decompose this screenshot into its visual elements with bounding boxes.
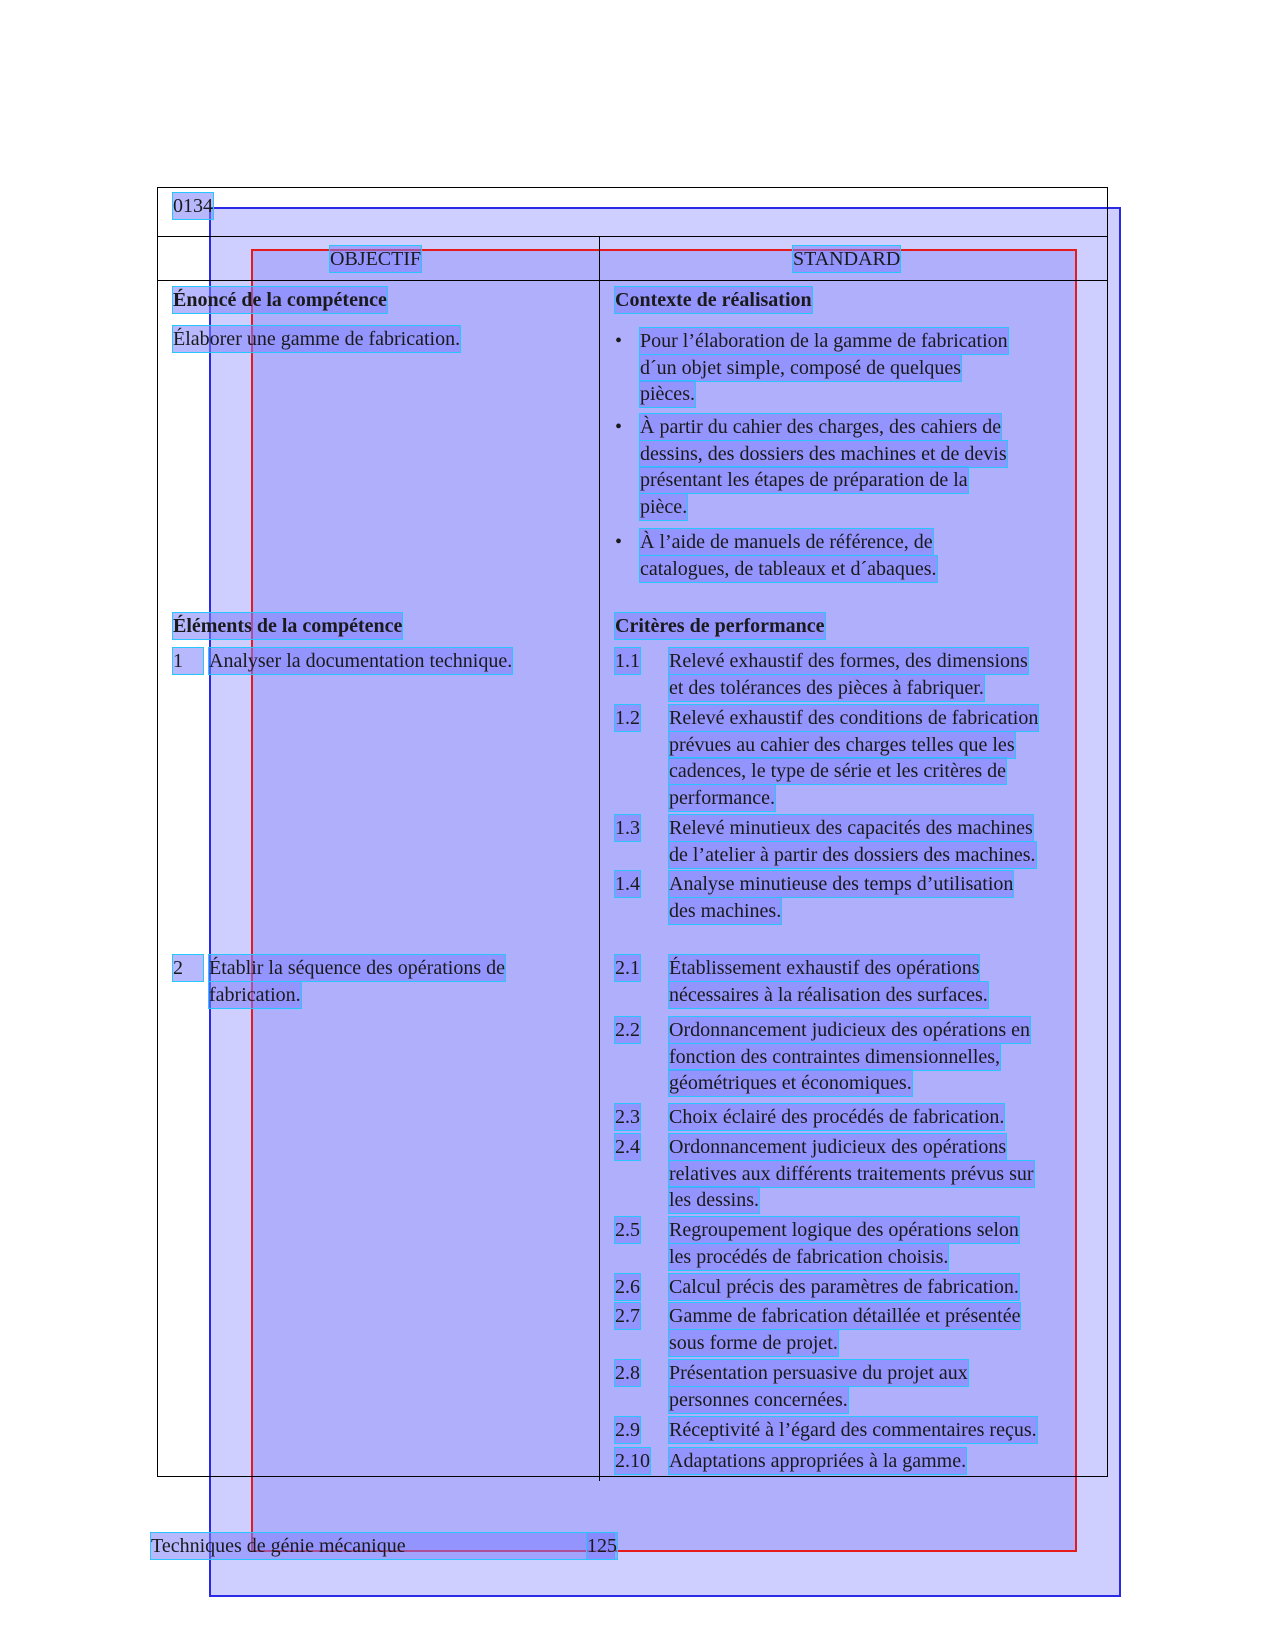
- contexte-item-line: d´un objet simple, composé de quelques: [640, 356, 962, 379]
- critere-text-line: Réceptivité à l’égard des commentaires reçus.: [669, 1419, 1037, 1441]
- element-number: 1: [173, 648, 203, 674]
- critere-number: 2.3: [615, 1106, 640, 1128]
- critere-text-line: les dessins.: [669, 1189, 759, 1211]
- critere-text-line: Relevé exhaustif des formes, des dimensions: [669, 650, 1028, 672]
- contexte-item-line: dessins, des dossiers des machines et de devis: [640, 442, 1007, 465]
- column-divider: [599, 236, 600, 1481]
- critere-number: 1.3: [615, 817, 640, 839]
- critere-text-line: relatives aux différents traitements prévus sur: [669, 1162, 1034, 1185]
- header-standard: STANDARD: [793, 248, 901, 270]
- critere-text-line: performance.: [669, 786, 776, 809]
- contexte-heading: Contexte de réalisation: [615, 289, 812, 311]
- critere-text-line: et des tolérances des pièces à fabriquer.: [669, 676, 984, 699]
- critere-number: 2.7: [615, 1305, 640, 1327]
- critere-text-line: les procédés de fabrication choisis.: [669, 1245, 949, 1268]
- competence-heading: Énoncé de la compétence: [173, 289, 387, 311]
- critere-text-line: Regroupement logique des opérations selon: [669, 1219, 1019, 1241]
- critere-text-line: cadences, le type de série et les critères de: [669, 760, 1007, 782]
- critere-text-line: nécessaires à la réalisation des surfaces.: [669, 983, 988, 1006]
- element-text-line: Analyser la documentation technique.: [209, 650, 513, 672]
- header-divider-top: [157, 236, 1107, 237]
- header-objectif: OBJECTIF: [330, 248, 422, 270]
- critere-number: 2.9: [615, 1419, 640, 1441]
- competence-text: Élaborer une gamme de fabrication.: [173, 328, 461, 350]
- critere-text-line: Gamme de fabrication détaillée et présentée: [669, 1305, 1021, 1327]
- competence-code: 0134: [173, 195, 213, 217]
- critere-number: 1.4: [615, 873, 640, 895]
- contexte-item-line: Pour l’élaboration de la gamme de fabrication: [640, 330, 1008, 352]
- element-text-line: fabrication.: [209, 983, 301, 1006]
- critere-text-line: géométriques et économiques.: [669, 1072, 912, 1094]
- critere-number: 2.5: [615, 1219, 640, 1241]
- footer-title: Techniques de génie mécanique: [151, 1533, 614, 1559]
- critere-number: 2.1: [615, 957, 640, 979]
- critere-text-line: Relevé exhaustif des conditions de fabrication: [669, 707, 1039, 729]
- contexte-item-line: pièces.: [640, 383, 695, 405]
- contexte-item-line: catalogues, de tableaux et d´abaques.: [640, 557, 937, 580]
- critere-number: 1.2: [615, 707, 640, 729]
- critere-number: 1.1: [615, 650, 640, 672]
- contexte-item-line: À l’aide de manuels de référence, de: [640, 531, 933, 553]
- critere-text-line: prévues au cahier des charges telles que les: [669, 733, 1015, 756]
- critere-number: 2.4: [615, 1136, 640, 1158]
- contexte-item-line: pièce.: [640, 495, 688, 518]
- contexte-item-line: À partir du cahier des charges, des cahiers de: [640, 416, 1002, 438]
- bullet-icon: •: [615, 416, 623, 438]
- critere-number: 2.10: [615, 1450, 650, 1472]
- critere-number: 2.6: [615, 1276, 640, 1298]
- critere-number: 2.2: [615, 1019, 640, 1041]
- critere-text-line: de l’atelier à partir des dossiers des machines.: [669, 843, 1036, 866]
- footer-page-number: 125: [587, 1535, 617, 1557]
- critere-text-line: Ordonnancement judicieux des opérations: [669, 1136, 1007, 1158]
- header-divider-bottom: [157, 280, 1107, 281]
- bullet-icon: •: [615, 330, 623, 352]
- critere-text-line: Analyse minutieuse des temps d’utilisation: [669, 873, 1014, 895]
- critere-text-line: des machines.: [669, 899, 782, 922]
- critere-text-line: sous forme de projet.: [669, 1331, 838, 1354]
- contexte-item-line: présentant les étapes de préparation de la: [640, 469, 968, 491]
- elements-heading: Éléments de la compétence: [173, 615, 403, 637]
- critere-text-line: Adaptations appropriées à la gamme.: [669, 1450, 967, 1472]
- critere-text-line: Calcul précis des paramètres de fabrication.: [669, 1276, 1019, 1298]
- critere-text-line: Choix éclairé des procédés de fabrication.: [669, 1106, 1005, 1128]
- critere-number: 2.8: [615, 1362, 640, 1384]
- element-number: 2: [173, 955, 203, 981]
- element-text-line: Établir la séquence des opérations de: [209, 957, 505, 979]
- bullet-icon: •: [615, 531, 623, 553]
- criteres-heading: Critères de performance: [615, 615, 825, 637]
- critere-text-line: fonction des contraintes dimensionnelles,: [669, 1045, 1001, 1068]
- critere-text-line: Ordonnancement judicieux des opérations en: [669, 1019, 1030, 1041]
- critere-text-line: Établissement exhaustif des opérations: [669, 957, 980, 979]
- critere-text-line: Présentation persuasive du projet aux: [669, 1362, 968, 1384]
- critere-text-line: Relevé minutieux des capacités des machines: [669, 817, 1033, 839]
- critere-text-line: personnes concernées.: [669, 1388, 848, 1411]
